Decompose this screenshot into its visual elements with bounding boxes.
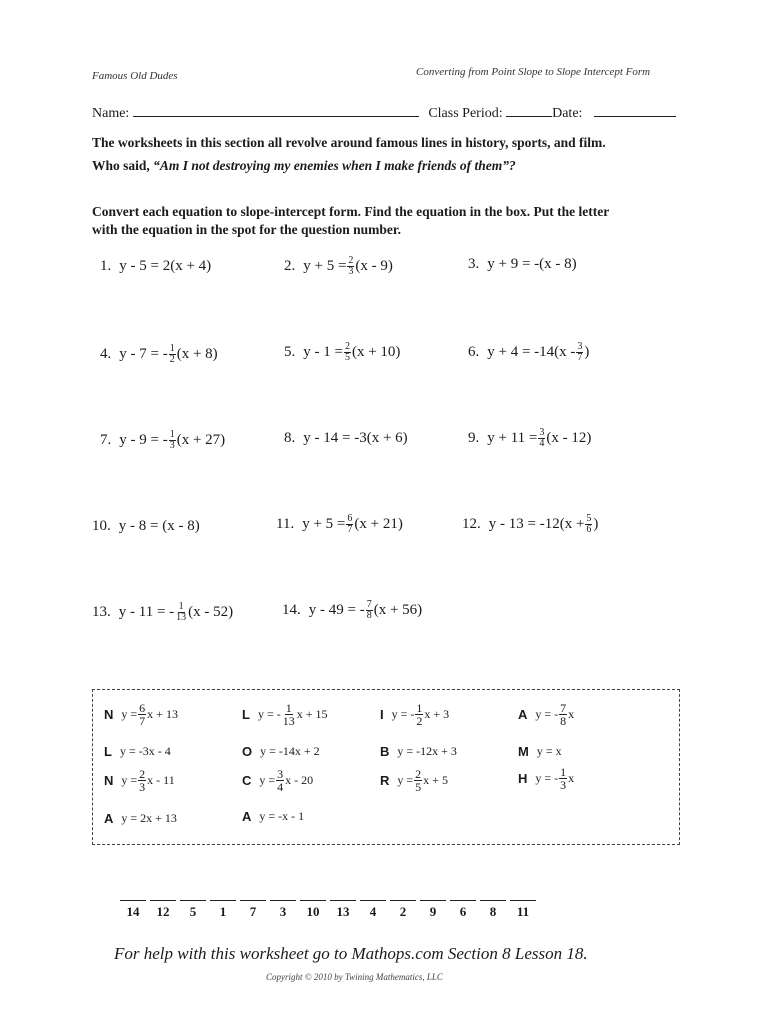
answer-equation-rest: x xyxy=(568,707,575,721)
problem-equation: y - 8 = (x - 8) xyxy=(118,518,200,534)
answer-equation: y = -x - 1 xyxy=(259,809,305,823)
answer-blank[interactable]: 3 xyxy=(270,900,296,920)
answer-equation: y = 2x + 13 xyxy=(121,811,177,825)
problem-equation: y - 11 = - xyxy=(118,604,175,620)
answer-choice xyxy=(518,744,562,759)
problem-number: 4. xyxy=(100,346,112,362)
problem-equation-rest: (x + 27) xyxy=(176,432,226,448)
answer-blank[interactable]: 6 xyxy=(450,900,476,920)
problem-number: 11. xyxy=(276,516,295,532)
answer-letter: A xyxy=(104,811,114,826)
fraction: $\frac{2}{3}$ xyxy=(348,255,354,277)
problem-equation: y - 49 = - xyxy=(308,602,365,618)
class-period-field[interactable] xyxy=(506,104,552,117)
answer-letter: O xyxy=(242,744,253,759)
answer-equation-rest: x xyxy=(568,771,575,785)
answer-blank[interactable]: 7 xyxy=(240,900,266,920)
fraction: $\frac{1}{13}$ xyxy=(176,601,187,623)
problem-number: 8. xyxy=(284,430,296,446)
fraction: $\frac{2}{5}$ xyxy=(415,767,422,794)
intro-line-1: The worksheets in this section all revolve around famous lines in history, sports, and film. xyxy=(92,135,606,150)
intro-prefix: Who said, xyxy=(92,158,154,173)
problem-12 xyxy=(462,514,598,535)
problem-6 xyxy=(468,342,589,363)
problem-7 xyxy=(100,430,225,451)
problem-2 xyxy=(284,256,393,277)
famous-quote: “Am I not destroying my enemies when I make friends of them”? xyxy=(153,158,516,173)
answer-choice xyxy=(104,744,171,759)
answer-blank[interactable]: 13 xyxy=(330,900,356,920)
header-right: Converting from Point Slope to Slope Intercept Form xyxy=(416,66,651,78)
fraction: $\frac{1}{3}$ xyxy=(169,429,175,451)
problem-equation: y + 4 = -14(x - xyxy=(487,344,576,360)
answer-equation-rest: x + 15 xyxy=(296,707,328,721)
answer-blank[interactable]: 10 xyxy=(300,900,326,920)
answer-equation-rest: x - 11 xyxy=(147,773,175,787)
problem-3 xyxy=(468,256,577,273)
problem-number: 13. xyxy=(92,604,111,620)
answer-equation: y = xyxy=(259,773,276,787)
answer-blank[interactable]: 1 xyxy=(210,900,236,920)
problem-equation-rest: (x + 21) xyxy=(354,516,403,532)
answer-choice xyxy=(104,768,175,793)
answer-equation: y = xyxy=(121,707,138,721)
problem-equation-rest: (x - 12) xyxy=(546,430,592,446)
answer-choice xyxy=(518,702,574,727)
answer-choice xyxy=(380,768,448,793)
problem-equation: y + 5 = xyxy=(302,516,346,532)
problem-number: 12. xyxy=(462,516,481,532)
problem-5 xyxy=(284,342,400,363)
answer-choice xyxy=(242,809,304,824)
answer-letter: B xyxy=(380,744,390,759)
fraction: $\frac{6}{7}$ xyxy=(139,701,146,728)
answer-equation-rest: x + 5 xyxy=(423,773,448,787)
answer-blank[interactable]: 11 xyxy=(510,900,536,920)
problem-equation-rest: ) xyxy=(593,516,599,532)
fraction: $\frac{2}{3}$ xyxy=(139,767,146,794)
answer-blanks xyxy=(120,900,540,920)
answer-blank[interactable]: 9 xyxy=(420,900,446,920)
date-label: Date: xyxy=(552,106,583,121)
instructions-line-2: with the equation in the spot for the question number. xyxy=(92,222,402,237)
answer-equation-rest: x + 3 xyxy=(424,707,450,721)
fraction: $\frac{7}{8}$ xyxy=(366,599,372,621)
problem-number: 5. xyxy=(284,344,296,360)
name-field[interactable] xyxy=(133,104,419,117)
answer-letter: C xyxy=(242,773,252,788)
problem-equation-rest: (x - 9) xyxy=(355,258,393,274)
class-period-label: Class Period: xyxy=(428,106,503,121)
answer-equation: y = xyxy=(397,773,414,787)
problem-equation-rest: ) xyxy=(584,344,590,360)
answer-choice xyxy=(104,702,178,727)
answer-choice xyxy=(242,744,320,759)
name-label: Name: xyxy=(92,106,130,121)
answer-equation: y = - xyxy=(257,707,281,721)
problem-9 xyxy=(468,428,591,449)
problem-1 xyxy=(100,258,211,275)
problem-14 xyxy=(282,600,422,621)
problem-number: 9. xyxy=(468,430,480,446)
problem-4 xyxy=(100,344,218,365)
answer-letter: N xyxy=(104,773,114,788)
answer-equation: y = -3x - 4 xyxy=(119,744,171,758)
fraction: $\frac{3}{4}$ xyxy=(277,767,284,794)
fraction: $\frac{1}{13}$ xyxy=(282,701,295,728)
answer-blank[interactable]: 4 xyxy=(360,900,386,920)
answer-choice xyxy=(518,766,574,791)
answer-choice xyxy=(104,811,177,826)
problem-11 xyxy=(276,514,403,535)
answer-blank[interactable]: 2 xyxy=(390,900,416,920)
problem-number: 14. xyxy=(282,602,301,618)
problem-number: 1. xyxy=(100,258,112,274)
fraction: $\frac{1}{2}$ xyxy=(416,701,423,728)
answer-equation: y = - xyxy=(391,707,415,721)
answer-equation: y = x xyxy=(536,744,562,758)
fraction: $\frac{2}{5}$ xyxy=(344,341,350,363)
problem-equation: y + 5 = xyxy=(303,258,347,274)
problem-equation: y + 9 = -(x - 8) xyxy=(487,256,577,272)
problem-equation: y - 7 = - xyxy=(119,346,168,362)
answer-choice xyxy=(380,744,457,759)
problem-10 xyxy=(92,518,200,535)
answer-choice xyxy=(242,702,328,727)
fraction: $\frac{1}{2}$ xyxy=(169,343,175,365)
fraction: $\frac{6}{7}$ xyxy=(347,513,353,535)
name-row xyxy=(92,104,676,122)
answer-equation: y = -12x + 3 xyxy=(397,744,457,758)
answer-letter: R xyxy=(380,773,390,788)
problem-equation-rest: (x + 10) xyxy=(351,344,401,360)
answer-choice xyxy=(242,768,313,793)
fraction: $\frac{5}{6}$ xyxy=(586,513,592,535)
header-left: Famous Old Dudes xyxy=(92,70,178,82)
answer-equation: y = -14x + 2 xyxy=(260,744,320,758)
problem-equation: y - 5 = 2(x + 4) xyxy=(119,258,212,274)
answer-letter: I xyxy=(380,707,384,722)
answer-equation: y = - xyxy=(535,707,559,721)
answer-equation-rest: x + 13 xyxy=(147,707,178,721)
problem-equation-rest: (x + 8) xyxy=(176,346,218,362)
problem-13 xyxy=(92,602,233,623)
answer-letter: L xyxy=(104,744,112,759)
copyright-notice: Copyright © 2010 by Twining Mathematics, LLC xyxy=(266,972,443,982)
answer-letter: M xyxy=(518,744,529,759)
answer-letter: L xyxy=(242,707,250,722)
problem-number: 10. xyxy=(92,518,111,534)
fraction: $\frac{3}{4}$ xyxy=(539,427,545,449)
answer-equation: y = - xyxy=(535,771,559,785)
answer-blank[interactable]: 5 xyxy=(180,900,206,920)
intro-line-2 xyxy=(92,158,516,174)
problem-equation-rest: (x + 56) xyxy=(373,602,423,618)
help-footer: For help with this worksheet go to Mathops.com Section 8 Lesson 18. xyxy=(114,944,588,963)
problem-8 xyxy=(284,430,408,447)
instructions-line-1: Convert each equation to slope-intercept form. Find the equation in the box. Put the letter xyxy=(92,204,610,219)
problem-equation-rest: (x - 52) xyxy=(188,604,234,620)
problem-equation: y - 1 = xyxy=(303,344,343,360)
answer-blank[interactable]: 12 xyxy=(150,900,176,920)
fraction: $\frac{3}{7}$ xyxy=(577,341,583,363)
problem-number: 7. xyxy=(100,432,112,448)
answer-letter: N xyxy=(104,707,114,722)
problem-number: 6. xyxy=(468,344,480,360)
problem-number: 3. xyxy=(468,256,480,272)
problem-number: 2. xyxy=(284,258,296,274)
answer-letter: H xyxy=(518,771,528,786)
problem-equation: y + 11 = xyxy=(487,430,538,446)
answer-equation: y = xyxy=(121,773,138,787)
answer-blank[interactable]: 14 xyxy=(120,900,146,920)
fraction: $\frac{1}{3}$ xyxy=(560,765,567,792)
answer-letter: A xyxy=(242,809,252,824)
answer-choice xyxy=(380,702,449,727)
fraction: $\frac{7}{8}$ xyxy=(560,701,567,728)
answer-letter: A xyxy=(518,707,528,722)
answer-equation-rest: x - 20 xyxy=(285,773,314,787)
problem-equation: y - 14 = -3(x + 6) xyxy=(303,430,408,446)
problem-equation: y - 13 = -12(x + xyxy=(488,516,585,532)
problem-equation: y - 9 = - xyxy=(119,432,168,448)
answer-blank[interactable]: 8 xyxy=(480,900,506,920)
date-field[interactable] xyxy=(594,104,676,117)
